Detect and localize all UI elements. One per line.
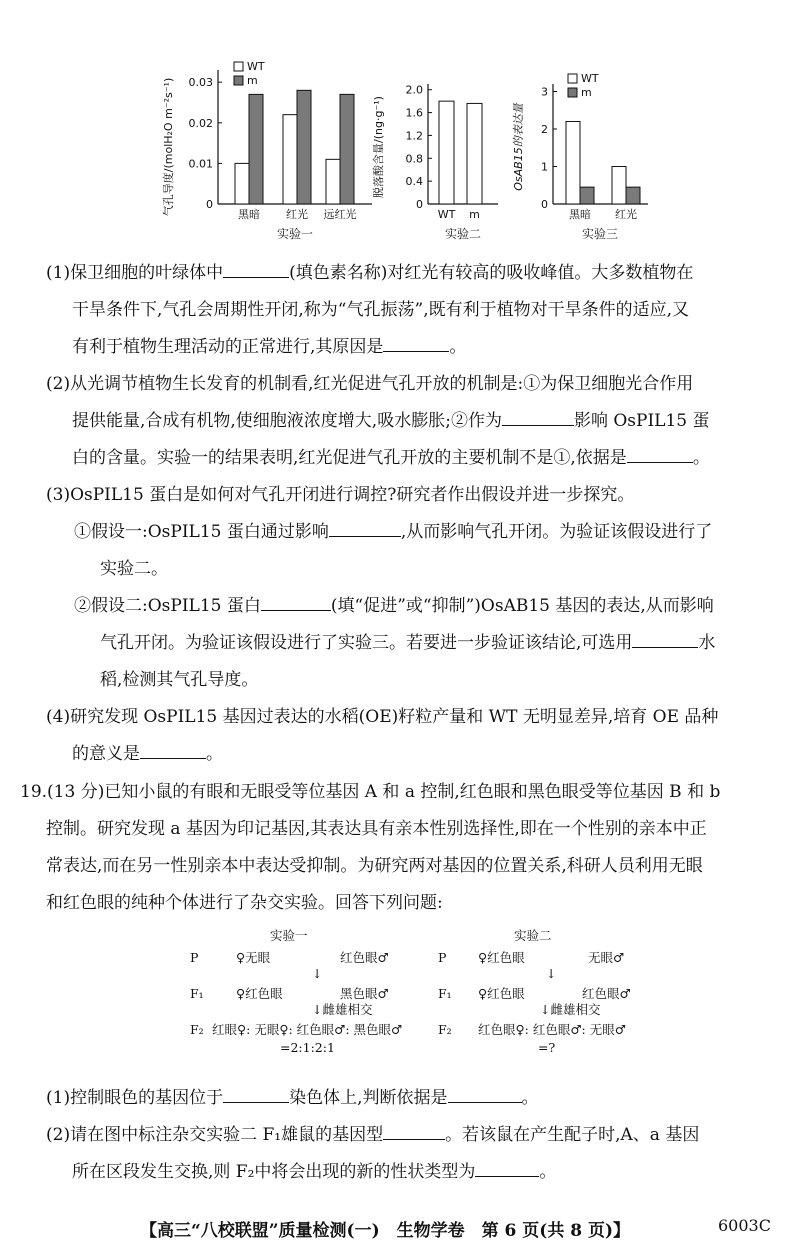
y-tick-label: 1 [541, 160, 548, 174]
y-tick-label: 1.2 [405, 129, 423, 143]
y-tick-label: 0 [206, 198, 213, 211]
y-tick-label: 1.6 [405, 106, 423, 120]
bar-m [340, 94, 354, 204]
q18-1-line1: (1)保卫细胞的叶绿体中 (填色素名称)对红光有较高的吸收峰值。大多数植物在 [46, 263, 694, 283]
chart2-ylabel: 脱落酸含量/(ng·g⁻¹) [372, 96, 385, 198]
q19-stem-line2: 控制。研究发现 a 基因为印记基因,其表达具有亲本性别选择性,即在一个性别的亲本中正 [46, 819, 707, 839]
x-tick-label: 黑暗 [238, 208, 260, 221]
answer-blank[interactable] [261, 596, 331, 611]
y-tick-label: 0.01 [188, 157, 213, 171]
chart1-ylabel: 气孔导度/(molH₂O m⁻²s⁻¹) [162, 77, 175, 217]
exp2-p-female: ♀红色眼 [478, 950, 525, 965]
exp1-f1-female: ♀红色眼 [236, 986, 283, 1001]
bar [439, 101, 454, 204]
exp2-p: P [438, 950, 447, 965]
chart-experiment-1 [161, 60, 372, 241]
x-tick-label: WT [437, 208, 456, 221]
y-tick-label: 0 [416, 198, 423, 211]
exp2-f1: F₁ [438, 986, 452, 1001]
exp2-title: 实验二 [514, 928, 552, 943]
y-tick-label: 0.02 [188, 116, 213, 130]
y-tick-label: 2 [541, 123, 548, 136]
answer-blank[interactable] [502, 411, 574, 426]
answer-blank[interactable] [329, 522, 401, 537]
exp1-f2: F₂ [190, 1022, 204, 1037]
legend-m: m [247, 74, 258, 87]
answer-blank[interactable] [383, 1125, 445, 1140]
bar-WT [566, 122, 580, 205]
q18-3-line1: (3)OsPIL15 蛋白是如何对气孔开闭进行调控?研究者作出假设并进一步探究。 [46, 485, 635, 505]
q18-3-line2: ①假设一:OsPIL15 蛋白通过影响 ,从而影响气孔开闭。为验证该假设进行了 [74, 522, 713, 542]
answer-blank[interactable] [140, 744, 206, 759]
bar [467, 103, 482, 204]
q18-1-line2: 干旱条件下,气孔会周期性开闭,称为“气孔振荡”,既有利于植物对干旱条件的适应,又 [72, 300, 689, 320]
exp2-f2: F₂ [438, 1022, 452, 1037]
answer-blank[interactable] [632, 633, 698, 648]
q19-stem-line1: 19.(13 分)已知小鼠的有眼和无眼受等位基因 A 和 a 控制,红色眼和黑色眼受等位基因 B 和 b [20, 782, 721, 802]
bar-m [580, 187, 594, 204]
y-tick-label: 0 [541, 198, 548, 211]
exp2-cross: ↓雌雄相交 [540, 1002, 601, 1017]
footer-code: 6003C [718, 1216, 771, 1235]
answer-blank[interactable] [627, 448, 693, 463]
exp1-p: P [190, 950, 199, 965]
exp1-p-male: 红色眼♂ [340, 950, 389, 965]
legend3-wt: WT [581, 72, 599, 85]
answer-blank[interactable] [448, 1088, 522, 1103]
answer-blank[interactable] [223, 263, 289, 278]
answer-blank[interactable] [223, 1088, 289, 1103]
exp1-f2-phenotypes: 红眼♀: 无眼♀: 红色眼♂: 黑色眼♂ [212, 1022, 403, 1037]
bar-WT [283, 115, 297, 204]
x-tick-label: 远红光 [323, 208, 357, 221]
legend3-m: m [581, 86, 592, 99]
x-tick-label: 黑暗 [569, 208, 591, 221]
bar-m [297, 90, 311, 204]
q19-stem-line4: 和红色眼的纯种个体进行了杂交实验。回答下列问题: [46, 893, 443, 913]
cross-diagram [188, 928, 648, 1068]
y-tick-label: 0.8 [405, 152, 423, 166]
exp1-title: 实验一 [270, 928, 308, 943]
y-tick-label: 0.03 [188, 76, 213, 90]
legend-wt: WT [247, 60, 265, 73]
x-tick-label: 红光 [615, 208, 637, 221]
chart-experiment-3 [512, 72, 648, 241]
arrow-down-icon: ↓ [312, 966, 323, 981]
q19-1: (1)控制眼色的基因位于 染色体上,判断依据是 。 [46, 1088, 539, 1108]
y-tick-label: 3 [541, 85, 548, 99]
q19-stem-line3: 常表达,而在另一性别亲本中表达受抑制。为研究两对基因的位置关系,科研人员利用无眼 [46, 856, 703, 876]
exp1-ratio: =2:1:2:1 [280, 1040, 335, 1055]
footer-title: 【高三“八校联盟”质量检测(一) 生物学卷 第 6 页(共 8 页)】 [140, 1221, 631, 1241]
exp2-f1-male: 红色眼♂ [582, 986, 631, 1001]
q18-3-line5: 气孔开闭。为验证该假设进行了实验三。若要进一步验证该结论,可选用 水 [100, 633, 716, 653]
y-tick-label: 0.4 [405, 175, 423, 189]
bar-WT [612, 167, 626, 205]
chart3-ylabel: OsAB15的表达量 [512, 103, 525, 191]
exp2-f2-phenotypes: 红色眼♀: 红色眼♂: 无眼♂ [478, 1022, 626, 1037]
bar-m [626, 187, 640, 204]
arrow-down-icon: ↓ [546, 966, 557, 981]
q18-3-line4: ②假设二:OsPIL15 蛋白 (填“促进”或“抑制”)OsAB15 基因的表达,从而影响 [74, 596, 714, 616]
exp1-f1: F₁ [190, 986, 204, 1001]
q18-2-line3: 白的含量。实验一的结果表明,红光促进气孔开放的主要机制不是①,依据是 。 [72, 448, 710, 468]
answer-blank[interactable] [383, 337, 449, 352]
exp2-f1-female: ♀红色眼 [478, 986, 525, 1001]
q18-1-line3: 有利于植物生理活动的正常进行,其原因是 。 [72, 337, 467, 357]
chart2-title: 实验二 [444, 227, 482, 241]
x-tick-label: 红光 [286, 208, 308, 221]
q19-2-line2: 所在区段发生交换,则 F₂中将会出现的新的性状类型为 。 [72, 1162, 557, 1182]
bar-WT [235, 163, 249, 204]
q18-2-line1: (2)从光调节植物生长发育的机制看,红光促进气孔开放的机制是:①为保卫细胞光合作用 [46, 374, 694, 394]
q18-4-line1: (4)研究发现 OsPIL15 基因过表达的水稻(OE)籽粒产量和 WT 无明显差异,培育 OE 品种 [46, 707, 719, 727]
bar-charts-figure [150, 52, 650, 248]
chart-experiment-2 [371, 84, 498, 241]
exp1-p-female: ♀无眼 [236, 950, 271, 965]
answer-blank[interactable] [475, 1162, 539, 1177]
q18-4-line2: 的意义是 。 [72, 744, 223, 764]
q18-3-line6: 稻,检测其气孔导度。 [100, 670, 259, 690]
y-tick-label: 2.0 [405, 83, 423, 97]
exp2-ratio: =? [538, 1040, 556, 1055]
bar-WT [326, 159, 340, 204]
q18-3-line3: 实验二。 [100, 559, 168, 579]
q18-2-line2: 提供能量,合成有机物,使细胞液浓度增大,吸水膨胀;②作为 影响 OsPIL15 蛋 [72, 411, 710, 431]
chart1-title: 实验一 [276, 227, 314, 241]
chart3-title: 实验三 [581, 227, 619, 241]
q19-2-line1: (2)请在图中标注杂交实验二 F₁雄鼠的基因型 。若该鼠在产生配子时,A、a 基因 [46, 1125, 700, 1145]
exp2-p-male: 无眼♂ [588, 950, 625, 965]
exp1-f1-male: 黑色眼♂ [340, 986, 389, 1001]
x-tick-label: m [469, 208, 480, 221]
exp1-cross: ↓雌雄相交 [312, 1002, 373, 1017]
bar-m [249, 94, 263, 204]
